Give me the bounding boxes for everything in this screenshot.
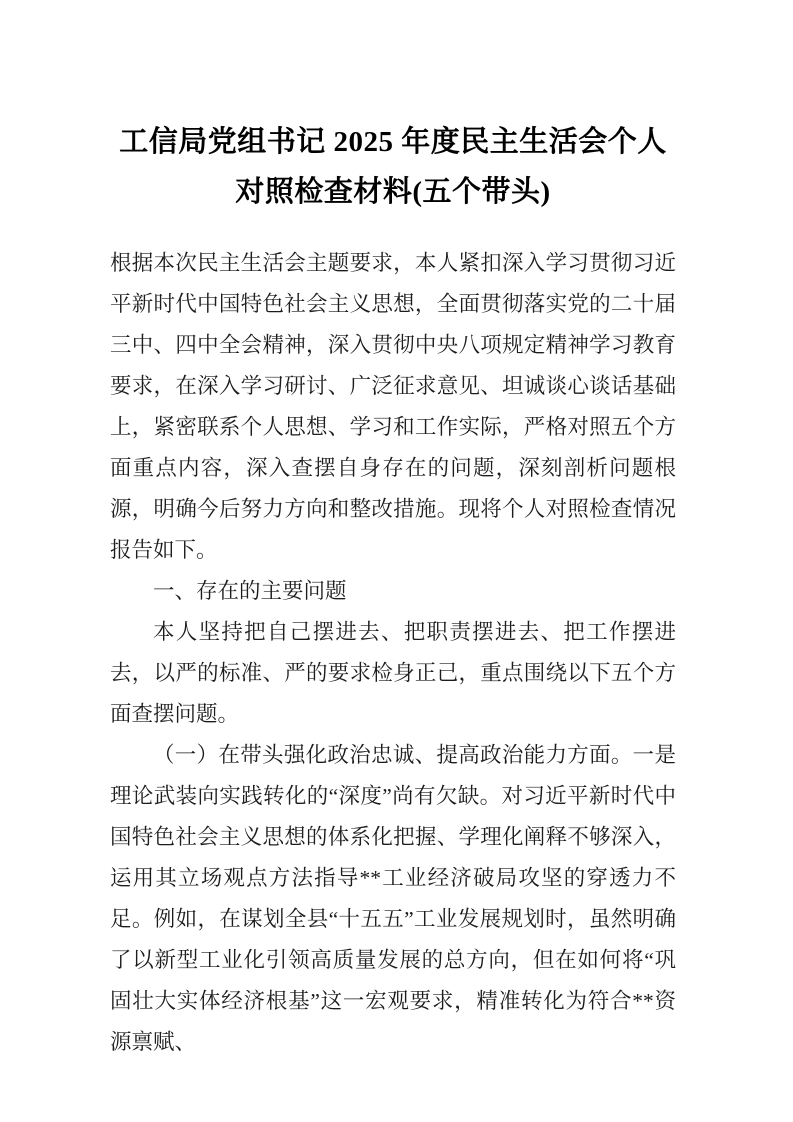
document-title: 工信局党组书记 2025 年度民主生活会个人对照检查材料(五个带头): [119, 126, 667, 208]
section-1-heading: 一、存在的主要问题: [153, 579, 347, 603]
section-1-lead-paragraph: 本人坚持把自己摆进去、把职责摆进去、把工作摆进去，以严的标准、严的要求检身正己，重点围绕以下五个方面查摆问题。: [110, 620, 676, 726]
intro-paragraph: 根据本次民主生活会主题要求，本人紧扣深入学习贯彻习近平新时代中国特色社会主义思想，全面贯彻落实党的二十届三中、四中全会精神，深入贯彻中央八项规定精神学习教育要求，在深入学习研讨、广泛征求意见、坦诚谈心谈话基础上，紧密联系个人思想、学习和工作实际，严格对照五个方面重点内容，深入查摆自身存在的问题，深刻剖析问题根源，明确今后努力方向和整改措施。现将个人对照检查情况报告如下。: [110, 251, 676, 562]
document-content: [110, 0, 676, 1063]
document-body: [110, 243, 676, 1063]
section-1-item-1-paragraph: （一）在带头强化政治忠诚、提高政治能力方面。一是理论武装向实践转化的“深度”尚有欠缺。对习近平新时代中国特色社会主义思想的体系化把握、学理化阐释不够深入，运用其立场观点方法指导**工业经济破局攻坚的穿透力不足。例如，在谋划全县“十五五”工业发展规划时，虽然明确了以新型工业化引领高质量发展的总方向，但在如何将“巩固壮大实体经济根基”这一宏观要求，精准转化为符合**资源禀赋、: [110, 743, 676, 1054]
